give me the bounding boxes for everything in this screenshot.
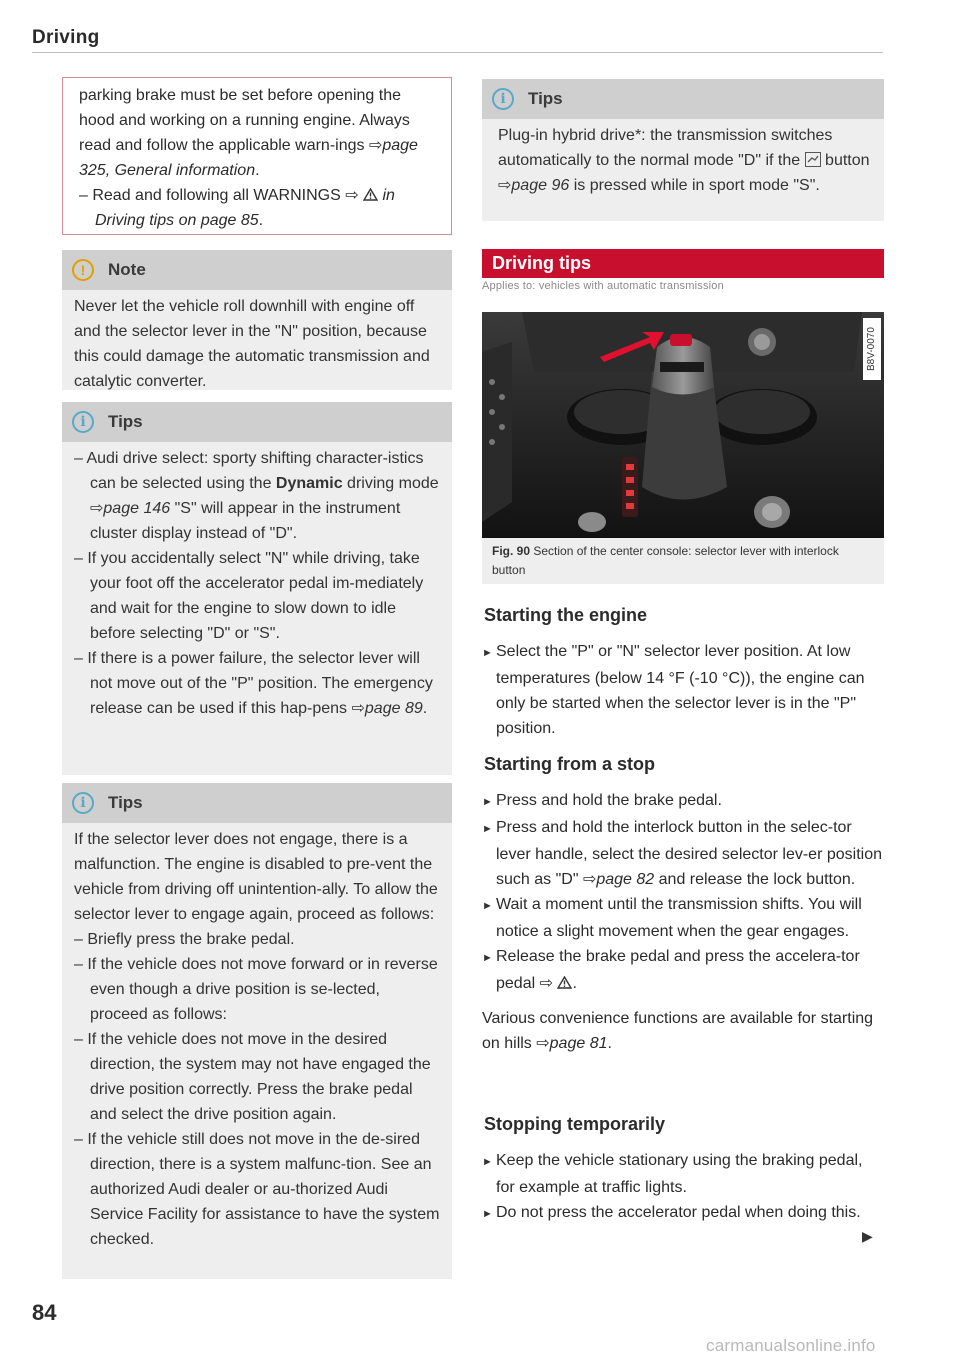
page-reference-link[interactable]: page 96 bbox=[511, 177, 570, 194]
hill-start-paragraph: Various convenience functions are available for starting on hills ⇨page 81. bbox=[482, 1010, 874, 1052]
info-icon: i bbox=[72, 792, 94, 814]
step-item: ► Press and hold the brake pedal. bbox=[482, 788, 884, 815]
step-bullet-icon: ► bbox=[482, 900, 493, 912]
tips-title: Tips bbox=[108, 412, 143, 431]
tips-title: Tips bbox=[108, 793, 143, 812]
arrow-icon: ⇨ bbox=[498, 177, 512, 194]
note-icon: ! bbox=[72, 259, 94, 281]
tips-box-header bbox=[62, 783, 452, 823]
arrow-icon: ⇨ bbox=[345, 187, 359, 204]
tips-title: Tips bbox=[528, 89, 563, 108]
warning-text-2: – Read and following all WARNINGS ⇨ in Driving tips on page 85. bbox=[79, 187, 395, 229]
center-console-figure bbox=[482, 312, 884, 538]
tips-item: – If the vehicle still does not move in the de-sired direction, there is a system malfunc-tion. See an authorized Audi dealer or au-thorized Audi Service Facility for assistance to have the system checked. bbox=[74, 1131, 440, 1248]
continue-arrow-icon: ▶ bbox=[862, 1228, 873, 1244]
tips-box-header bbox=[482, 79, 884, 119]
center-console-illustration bbox=[482, 312, 884, 538]
note-box bbox=[62, 250, 452, 390]
arrow-icon: ⇨ bbox=[90, 500, 104, 517]
page-reference-link[interactable]: in Driving tips on page 85 bbox=[95, 187, 395, 229]
page-number: 84 bbox=[32, 1300, 57, 1325]
step-item: ► Release the brake pedal and press the accelera-tor pedal ⇨ . bbox=[482, 948, 860, 992]
tips-box-2 bbox=[62, 783, 452, 1279]
starting-engine-steps bbox=[482, 639, 884, 741]
arrow-icon: ⇨ bbox=[539, 975, 553, 992]
page-header-title: Driving bbox=[32, 27, 100, 48]
page-reference-link[interactable]: page 89 bbox=[364, 700, 423, 717]
heading-starting-engine: Starting the engine bbox=[484, 605, 648, 625]
tips-item: – If you accidentally select "N" while driving, take your foot off the accelerator pedal im-mediately and wait for the engine to slow down to idle before selecting "D" or "S". bbox=[74, 550, 424, 642]
warning-continuation-box bbox=[62, 77, 452, 235]
arrow-icon: ⇨ bbox=[368, 137, 383, 154]
header-divider bbox=[32, 52, 883, 53]
tips-box-header bbox=[62, 402, 452, 442]
page-reference-link[interactable]: page 325, General information bbox=[79, 137, 418, 179]
note-title: Note bbox=[108, 260, 146, 279]
page-reference-link[interactable]: page 82 bbox=[596, 871, 655, 888]
step-bullet-icon: ► bbox=[482, 796, 493, 808]
tips-item: – If the vehicle does not move in the desired direction, the system may not have engaged the drive position correctly. Press the brake pedal and select the drive position again. bbox=[74, 1031, 431, 1123]
tips-body bbox=[62, 823, 452, 1252]
step-bullet-icon: ► bbox=[482, 1156, 493, 1168]
figure-code-label: B8V-0070 bbox=[863, 318, 881, 380]
arrow-icon: ⇨ bbox=[351, 700, 365, 717]
step-bullet-icon: ► bbox=[482, 647, 493, 659]
warning-triangle-icon bbox=[363, 188, 378, 201]
tips-body: Plug-in hybrid drive*: the transmission switches automatically to the normal mode "D" if the button ⇨page 96 is pressed while in sport mode "S". bbox=[498, 127, 870, 194]
warning-text-1: parking brake must be set before opening the hood and working on a running engine. Always read and follow the applicable warn-ings ⇨page 325, General information. bbox=[79, 87, 418, 179]
watermark: carmanualsonline.info bbox=[706, 1336, 876, 1355]
page-reference-link[interactable]: page 146 bbox=[103, 500, 171, 517]
starting-stop-steps bbox=[482, 788, 884, 1056]
tips-item: – If the vehicle does not move forward or in reverse even though a drive position is se-lected, proceed as follows: bbox=[74, 956, 438, 1023]
applies-to-note: Applies to: vehicles with automatic transmission bbox=[482, 280, 724, 292]
arrow-icon: ⇨ bbox=[536, 1035, 550, 1052]
section-title-bar: Driving tips bbox=[482, 249, 884, 278]
tips-item: – Briefly press the brake pedal. bbox=[74, 931, 295, 948]
arrow-icon: ⇨ bbox=[582, 871, 597, 888]
note-text: Never let the vehicle roll downhill with engine off and the selector lever in the "N" position, because this could damage the automatic transmission and catalytic converter. bbox=[74, 298, 430, 390]
step-item: ► Wait a moment until the transmission shifts. You will notice a slight movement when the gear engages. bbox=[482, 896, 862, 940]
step-item: ► Select the "P" or "N" selector lever position. At low temperatures (below 14 °F (-10 °C)), the engine can only be started when the selector lever is in the "P" position. bbox=[482, 643, 865, 737]
tips-body bbox=[62, 442, 452, 721]
page-reference-link[interactable]: page 81 bbox=[549, 1035, 608, 1052]
sport-mode-button-icon bbox=[805, 152, 821, 167]
note-box-header bbox=[62, 250, 452, 290]
heading-starting-from-stop: Starting from a stop bbox=[484, 754, 656, 774]
tips-item: – Audi drive select: sporty shifting character-istics can be selected using the Dynamic driving mode ⇨page 146 "S" will appear in the instrument cluster display instead of "D". bbox=[74, 450, 439, 542]
figure-caption: Fig. 90 Section of the center console: selector lever with interlock button bbox=[482, 538, 884, 584]
tips-item: – If there is a power failure, the selector lever will not move out of the "P" position. The emergency release can be used if this hap-pens ⇨page 89. bbox=[74, 650, 433, 717]
info-icon: i bbox=[492, 88, 514, 110]
step-item: ► Do not press the accelerator pedal when doing this. bbox=[482, 1200, 884, 1227]
info-icon: i bbox=[72, 411, 94, 433]
step-item: ► Keep the vehicle stationary using the braking pedal, for example at traffic lights. bbox=[482, 1152, 863, 1196]
step-bullet-icon: ► bbox=[482, 823, 493, 835]
heading-stopping-temporarily: Stopping temporarily bbox=[484, 1114, 666, 1134]
tips-box-3 bbox=[482, 79, 884, 221]
step-bullet-icon: ► bbox=[482, 1208, 493, 1220]
warning-triangle-icon bbox=[557, 976, 572, 989]
step-bullet-icon: ► bbox=[482, 952, 493, 964]
tips-box-1 bbox=[62, 402, 452, 775]
tips-intro: If the selector lever does not engage, there is a malfunction. The engine is disabled to pre-vent the vehicle from driving off unintention-ally. To allow the selector lever to engage again, proceed as follows: bbox=[74, 831, 438, 923]
stopping-steps bbox=[482, 1148, 884, 1227]
step-item: ► Press and hold the interlock button in the selec-tor lever handle, select the desired selector lev-er position such as "D" ⇨page 82 and release the lock button. bbox=[482, 819, 882, 888]
